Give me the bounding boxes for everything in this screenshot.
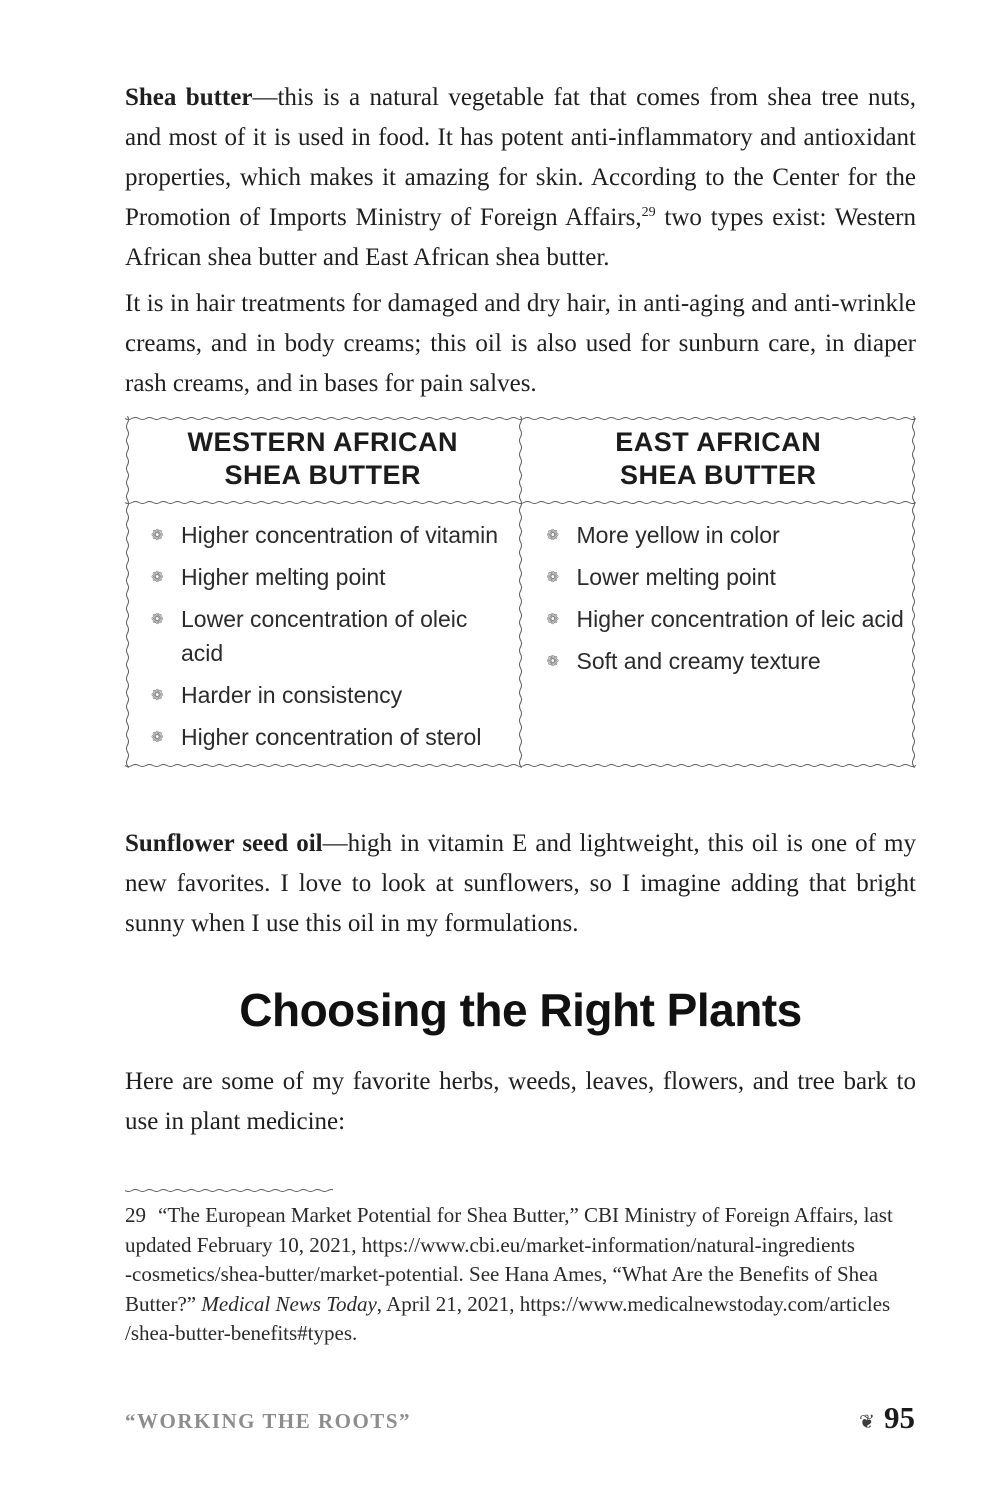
footnote-line: updated February 10, 2021, https://www.cbi.eu/market-information/natural-ingredients [125,1232,855,1257]
list-item-text: Higher concentration of sterol [181,724,482,750]
western-feature-list [125,502,521,754]
list-item-text: More yellow in color [576,522,780,548]
footnote-line [125,1201,916,1231]
footnote-text: “The European Market Potential for Shea Butter,” CBI Ministry of Foreign Affairs, last [158,1203,893,1227]
flower-bullet-icon: ❁ [546,652,560,670]
flower-bullet-icon: ❁ [151,526,164,544]
east-feature-list [521,502,917,678]
paragraph-text: two types exist: Western African shea butter and East African shea butter. [125,204,916,271]
list-item [543,644,907,678]
publication-name: Medical News Today [201,1291,377,1316]
header-line: WESTERN AFRICAN [187,427,458,457]
list-item-text: Higher concentration of vitamin [181,522,499,548]
paragraph-shea-butter [125,78,916,278]
table-border-right [911,416,916,768]
list-item-text: Lower melting point [576,564,776,590]
header-line: EAST AFRICAN [615,427,822,457]
list-item [147,678,511,712]
footnote-text: Butter?” [125,1291,202,1316]
footnote-reference-29: 29 [641,205,656,220]
flower-bullet-icon: ❁ [546,526,560,544]
list-item-text: Soft and creamy texture [576,648,821,674]
column-east-african [521,416,917,768]
page-number-group [859,1400,915,1436]
comparison-table [125,416,916,768]
footnote-line [125,1290,916,1320]
footnote-block [125,1188,916,1349]
page-content [125,0,916,1349]
flower-bullet-icon: ❁ [151,568,164,586]
flower-bullet-icon: ❁ [546,568,560,586]
paragraph-text: —this is a natural vegetable fat that comes from shea tree nuts, and most of it is used in food. It has potent anti-inflammatory and antioxidant properties, which makes it amazing for skin. According to the Center for the Promotion of Imports Ministry of Foreign Affairs, [125,84,916,231]
running-title: “WORKING THE ROOTS” [125,1409,411,1433]
page-footer [125,1400,915,1436]
list-item [147,518,511,552]
footnote-line: -cosmetics/shea-butter/market-potential. See Hana Ames, “What Are the Benefits of Shea [125,1262,878,1286]
list-item-text: Higher concentration of leic acid [576,606,904,632]
flower-bullet-icon: ❁ [546,610,560,628]
flower-bullet-icon: ❁ [151,728,164,746]
footnote-separator [125,1188,333,1193]
header-line: SHEA BUTTER [619,460,817,490]
footnote-text: , April 21, 2021, https://www.medicalnewstoday.com/articles [376,1291,891,1316]
column-header-east [521,416,917,502]
header-line: SHEA BUTTER [224,460,421,490]
paragraph-sunflower-oil [125,824,916,944]
column-western-african [125,416,521,768]
list-item [543,518,907,552]
page-number: 95 [884,1400,915,1435]
flower-bullet-icon: ❁ [151,610,164,628]
flower-bullet-icon: ❁ [151,686,164,704]
list-item [147,560,511,594]
list-item-text: Higher melting point [181,564,386,590]
table-column-divider [518,416,523,768]
section-heading: Choosing the Right Plants [239,984,802,1036]
paragraph-uses: It is in hair treatments for damaged and dry hair, in anti-aging and anti-wrinkle creams, and in body creams; this oil is also used for sunburn care, in diaper rash creams, and in bases for pain salves. [125,290,916,397]
list-item [543,560,907,594]
fleuron-icon: ❦ [859,1411,875,1433]
term-sunflower-seed-oil: Sunflower seed oil [125,830,323,857]
footnote-line: /shea-butter-benefits#types. [125,1321,358,1345]
list-item [147,602,511,670]
list-item-text: Lower concentration of oleic acid [181,606,468,666]
table-border-left [125,416,130,768]
footnote-number: 29 [125,1203,146,1227]
list-item-text: Harder in consistency [181,682,403,708]
paragraph-choosing-intro: Here are some of my favorite herbs, weeds, leaves, flowers, and tree bark to use in plant medicine: [125,1068,916,1135]
column-header-western [125,416,521,502]
list-item [543,602,907,636]
list-item [147,720,511,754]
term-shea-butter: Shea butter [125,84,253,111]
paragraph-text: —high in vitamin E and lightweight, this oil is one of my new favorites. I love to look at sunflowers, so I imagine adding that bright sunny when I use this oil in my formulations. [125,830,916,937]
